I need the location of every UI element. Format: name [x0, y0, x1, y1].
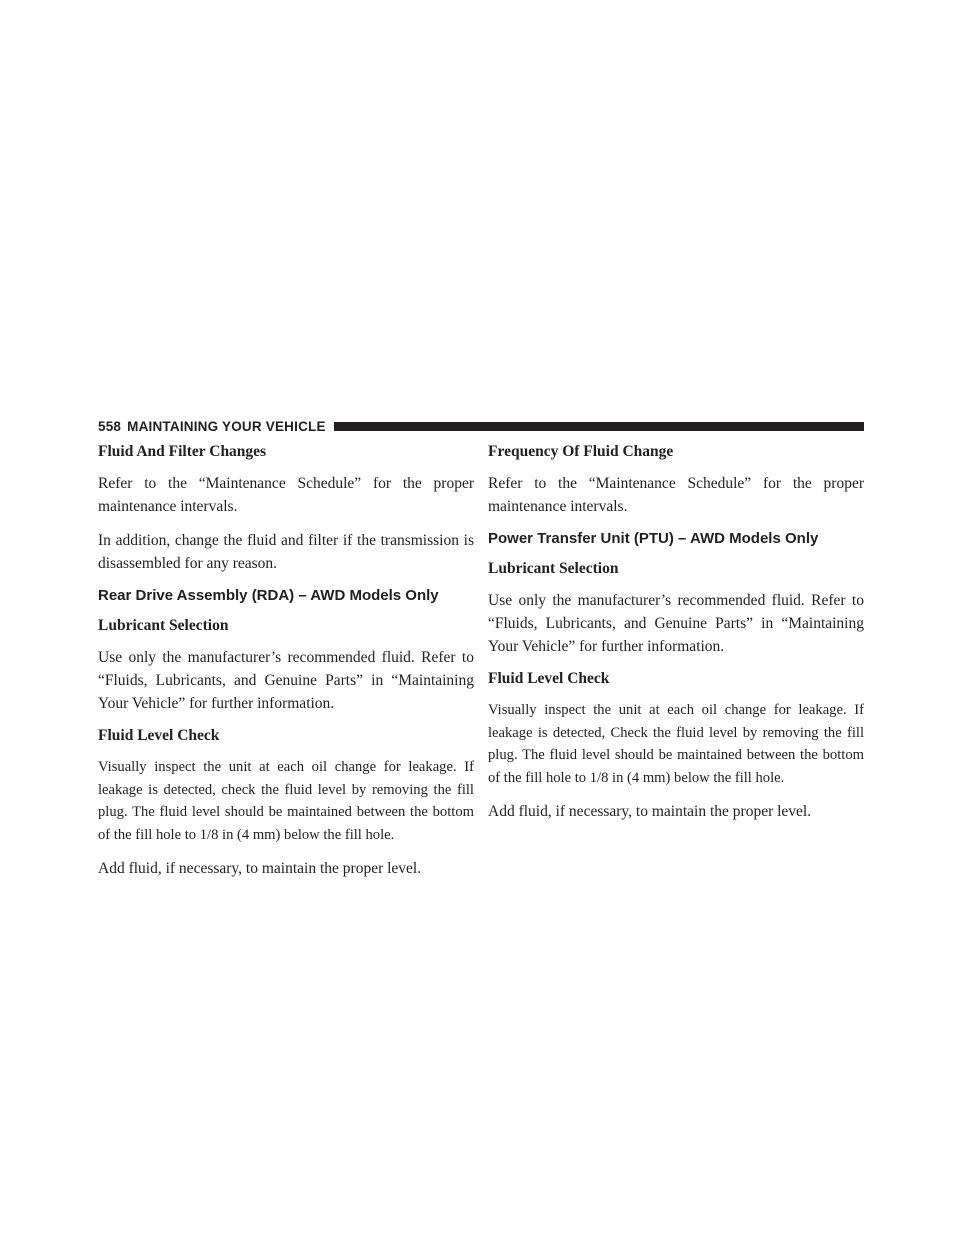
header-rule: [334, 422, 864, 431]
paragraph: Refer to the “Maintenance Schedule” for the proper maintenance intervals.: [98, 475, 474, 515]
heading-fluid-level-check: Fluid Level Check: [98, 727, 220, 744]
paragraph: Use only the manufacturer’s recommended fluid. Refer to “Fluids, Lubricants, and Genuine Parts” in “Maintaining Your Vehicle” for further information.: [488, 592, 864, 655]
paragraph: Add fluid, if necessary, to maintain the proper level.: [488, 803, 812, 820]
page-header: [98, 416, 864, 436]
paragraph: Visually inspect the unit at each oil change for leakage. If leakage is detected, check the fluid level by removing the fill plug. The fluid level should be maintained between the bottom of the fill hole to 1/8 in (4 mm) below the fill hole.: [98, 759, 474, 843]
heading-fluid-filter-changes: Fluid And Filter Changes: [98, 443, 267, 460]
paragraph: Refer to the “Maintenance Schedule” for the proper maintenance intervals.: [488, 475, 864, 515]
heading-frequency-of-fluid-change: Frequency Of Fluid Change: [488, 443, 674, 460]
heading-fluid-level-check: Fluid Level Check: [488, 670, 610, 687]
paragraph: Visually inspect the unit at each oil change for leakage. If leakage is detected, Check the fluid level by removing the fill plug. The fluid level should be maintained between the bottom of the fill hole to 1/8 in (4 mm) below the fill hole.: [488, 702, 864, 786]
paragraph: In addition, change the fluid and filter if the transmission is disassembled for any reason.: [98, 532, 474, 572]
paragraph: Use only the manufacturer’s recommended fluid. Refer to “Fluids, Lubricants, and Genuine Parts” in “Maintaining Your Vehicle” for further information.: [98, 649, 474, 712]
heading-lubricant-selection: Lubricant Selection: [98, 617, 229, 634]
right-column: [488, 442, 864, 834]
heading-rear-drive-assembly: Rear Drive Assembly (RDA) – AWD Models Only: [98, 587, 439, 604]
section-title: MAINTAINING YOUR VEHICLE: [127, 418, 326, 434]
heading-power-transfer-unit: Power Transfer Unit (PTU) – AWD Models Only: [488, 530, 819, 547]
page-number: 558: [98, 418, 122, 434]
paragraph: Add fluid, if necessary, to maintain the proper level.: [98, 860, 422, 877]
heading-lubricant-selection: Lubricant Selection: [488, 560, 619, 577]
left-column: [98, 442, 474, 891]
